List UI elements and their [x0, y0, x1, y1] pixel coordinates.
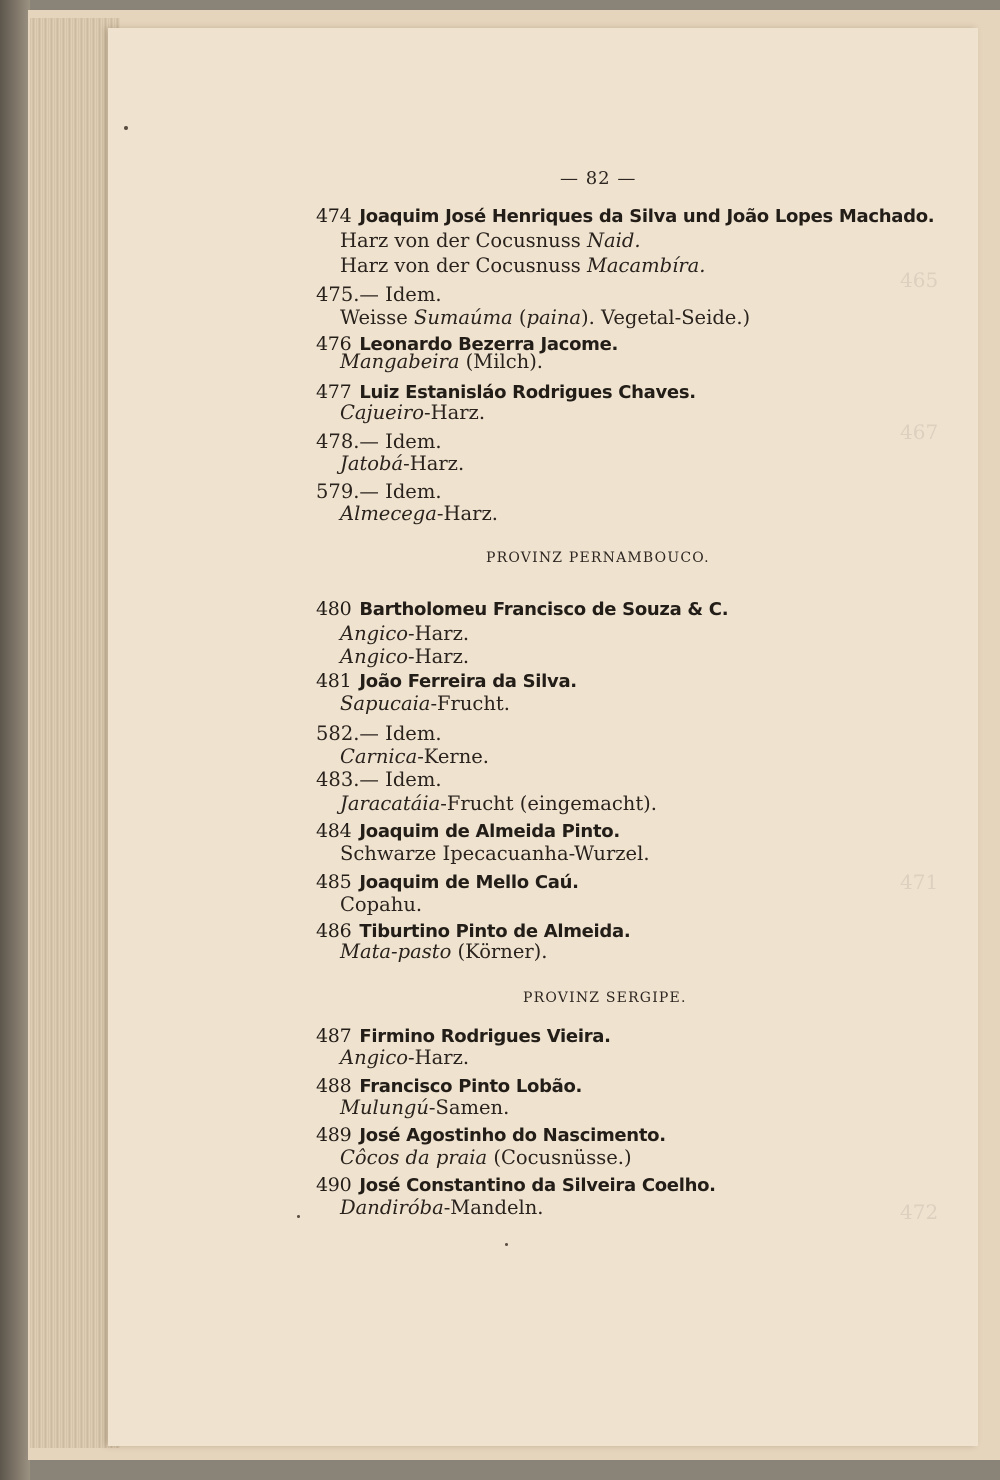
item-italic: Mulungú [340, 1096, 429, 1119]
entry-477-heading [316, 381, 696, 403]
item-italic: Angico [340, 1046, 409, 1069]
entry-481-heading [316, 670, 577, 692]
item-text: ). Vegetal-Seide.) [581, 306, 751, 329]
entry-480-item-2 [340, 645, 469, 668]
entry-484-item: Schwarze Ipecacuanha-Wurzel. [340, 842, 650, 865]
entry-487-item [340, 1046, 469, 1069]
item-italic: Sumaúma [413, 306, 513, 329]
exhibitor-name: Firmino Rodrigues Vieira. [359, 1026, 611, 1047]
entry-579-idem: 579.— Idem. [316, 480, 442, 503]
item-text: Weisse [340, 306, 414, 329]
item-text: -Mandeln. [443, 1196, 544, 1219]
item-italic: Macambíra. [586, 254, 706, 277]
entry-number: 476 [316, 333, 352, 355]
section-heading-sergipe: PROVINZ SERGIPE. [523, 990, 687, 1006]
entry-474-heading [316, 205, 934, 227]
item-text: (Körner). [451, 940, 548, 963]
entry-number: 480 [316, 598, 352, 620]
item-text: -Kerne. [417, 745, 490, 768]
entry-number: 481 [316, 670, 352, 692]
exhibitor-name: José Agostinho do Nascimento. [359, 1125, 666, 1146]
entry-489-heading [316, 1124, 666, 1146]
section-heading-pernambouco: PROVINZ PERNAMBOUCO. [486, 550, 710, 566]
item-text: -Frucht (eingemacht). [440, 792, 657, 815]
entry-number: 486 [316, 920, 352, 942]
entry-487-heading [316, 1025, 611, 1047]
entry-489-item [340, 1146, 632, 1169]
entry-488-item [340, 1096, 509, 1119]
item-text: (Cocusnüsse.) [487, 1146, 632, 1169]
entry-number: 489 [316, 1124, 352, 1146]
entry-475-item [340, 306, 750, 329]
page-edges [30, 18, 120, 1448]
item-text: -Harz. [408, 622, 470, 645]
exhibitor-name: Joaquim de Almeida Pinto. [359, 821, 620, 842]
entry-480-item-1 [340, 622, 469, 645]
exhibitor-name: Luiz Estanisláo Rodrigues Chaves. [359, 382, 696, 403]
exhibitor-name: Joaquim José Henriques da Silva und João Lopes Machado. [359, 206, 935, 227]
entry-485-heading [316, 871, 579, 893]
page-number: — 82 — [560, 168, 637, 189]
entry-number: 477 [316, 381, 352, 403]
item-text: ( [512, 306, 527, 329]
entry-582-idem: 582.— Idem. [316, 722, 442, 745]
entry-486-heading [316, 920, 630, 942]
entry-481-item [340, 692, 510, 715]
entry-number: 485 [316, 871, 352, 893]
bleed-through: 472 [900, 1200, 939, 1224]
entry-477-item [340, 401, 485, 424]
entry-480-heading [316, 598, 728, 620]
entry-490-heading [316, 1174, 716, 1196]
exhibitor-name: Joaquim de Mello Caú. [359, 872, 579, 893]
entry-475-idem: 475.— Idem. [316, 283, 442, 306]
entry-483-item [340, 792, 657, 815]
item-text: (Milch). [459, 350, 544, 373]
item-text: -Harz. [436, 502, 498, 525]
item-text: Harz von der Cocusnuss [340, 229, 587, 252]
item-text: -Harz. [403, 452, 465, 475]
entry-476-item [340, 350, 543, 373]
entry-number: 474 [316, 205, 352, 227]
entry-488-heading [316, 1075, 582, 1097]
item-text: -Samen. [428, 1096, 510, 1119]
item-italic: Mangabeira [340, 350, 460, 373]
item-italic: Mata-pasto [340, 940, 452, 963]
entry-number: 487 [316, 1025, 352, 1047]
exhibitor-name: Bartholomeu Francisco de Souza & C. [359, 599, 729, 620]
item-text: -Frucht. [430, 692, 510, 715]
item-italic: Dandiróba [340, 1196, 444, 1219]
item-italic: Almecega [340, 502, 437, 525]
ink-speck [297, 1215, 300, 1218]
item-italic: Naid. [586, 229, 641, 252]
entry-number: 488 [316, 1075, 352, 1097]
entry-number: 484 [316, 820, 352, 842]
item-italic: Côcos da praia [340, 1146, 488, 1169]
entry-486-item [340, 940, 547, 963]
exhibitor-name: Leonardo Bezerra Jacome. [359, 334, 619, 355]
ink-speck [505, 1243, 508, 1246]
exhibitor-name: João Ferreira da Silva. [359, 671, 577, 692]
entry-number: 490 [316, 1174, 352, 1196]
entry-582-item [340, 745, 489, 768]
item-italic: Cajueiro [340, 401, 424, 424]
book-spine [0, 0, 30, 1480]
ink-speck [124, 126, 128, 130]
exhibitor-name: Tiburtino Pinto de Almeida. [359, 921, 631, 942]
item-italic: Angico [340, 622, 409, 645]
item-text: -Harz. [408, 1046, 470, 1069]
entry-478-idem: 478.— Idem. [316, 430, 442, 453]
bleed-through: 471 [900, 870, 939, 894]
item-italic: paina [526, 306, 582, 329]
entry-485-item: Copahu. [340, 893, 423, 916]
entry-579-item [340, 502, 498, 525]
entry-474-item-1 [340, 229, 641, 252]
entry-484-heading [316, 820, 620, 842]
exhibitor-name: Francisco Pinto Lobão. [359, 1076, 583, 1097]
item-italic: Jatobá [340, 452, 404, 475]
exhibitor-name: José Constantino da Silveira Coelho. [359, 1175, 716, 1196]
bleed-through: 467 [900, 420, 939, 444]
entry-483-idem: 483.— Idem. [316, 768, 442, 791]
item-text: Harz von der Cocusnuss [340, 254, 587, 277]
entry-490-item [340, 1196, 543, 1219]
entry-474-item-2 [340, 254, 705, 277]
item-italic: Sapucaia [340, 692, 431, 715]
entry-478-item [340, 452, 464, 475]
item-italic: Angico [340, 645, 409, 668]
item-text: -Harz. [408, 645, 470, 668]
item-italic: Jaracatáia [340, 792, 441, 815]
item-italic: Carnica [340, 745, 418, 768]
item-text: -Harz. [424, 401, 486, 424]
bleed-through: 465 [900, 268, 939, 292]
